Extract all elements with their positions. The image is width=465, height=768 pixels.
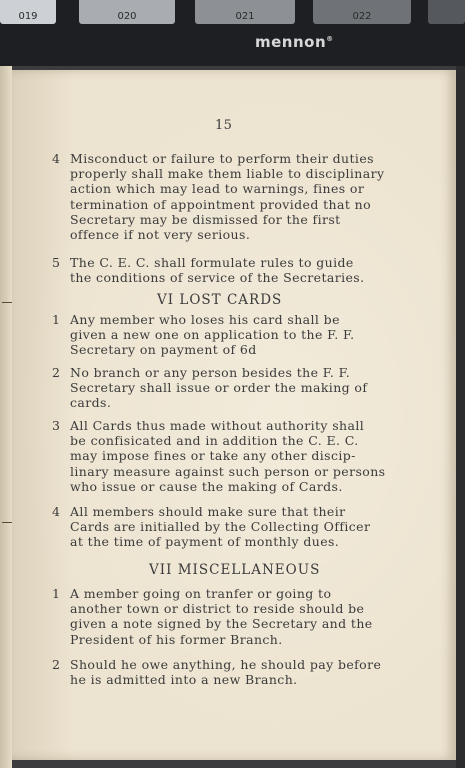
text-line: Secretary shall issue or order the making of xyxy=(70,380,368,396)
clause-number: 1 xyxy=(52,312,61,327)
text-line: Secretary may be dismissed for the first xyxy=(70,211,341,227)
text-line: No branch or any person besides the F. F. xyxy=(70,365,351,380)
text-line: be confisicated and in addition the C. E. C. xyxy=(70,433,359,449)
text-line: All Cards thus made without authority shall xyxy=(70,418,365,433)
clause-text xyxy=(70,504,400,550)
swatch-strip xyxy=(0,0,465,30)
clause-text xyxy=(70,418,400,494)
clause-number: 4 xyxy=(52,504,61,519)
brand-name: mennon xyxy=(255,33,327,51)
clause-text xyxy=(70,312,400,358)
text-line: Secretary on payment of 6d xyxy=(70,342,257,358)
text-line: Cards are initialled by the Collecting Officer xyxy=(70,519,371,535)
clause-text xyxy=(70,365,400,411)
text-line: termination of appointment provided that no xyxy=(70,196,372,212)
clause-text xyxy=(70,255,400,285)
text-line: another town or district to reside should be xyxy=(70,601,365,617)
clause-number: 2 xyxy=(52,365,61,380)
text-line: action which may lead to warnings, fines or xyxy=(70,181,365,197)
text-line: A member going on tranfer or going to xyxy=(70,586,332,601)
text-line: at the time of payment of monthly dues. xyxy=(70,534,340,550)
clause-number: 4 xyxy=(52,151,61,166)
stitch-mark xyxy=(2,522,12,523)
text-line: linary measure against such person or persons xyxy=(70,463,386,479)
background-edge xyxy=(456,66,465,768)
text-line: Should he owe anything, he should pay before xyxy=(70,657,382,672)
gray-swatch-019 xyxy=(0,0,56,24)
clause-number: 5 xyxy=(52,255,61,270)
section-heading-lost-cards: VI LOST CARDS xyxy=(157,292,283,308)
registered-mark: ® xyxy=(326,35,334,43)
stitch-mark xyxy=(2,302,12,303)
text-line: The C. E. C. shall formulate rules to guide xyxy=(70,255,354,270)
text-line: properly shall make them liable to disciplinary xyxy=(70,166,385,182)
clause-text xyxy=(70,586,400,647)
brand-logo xyxy=(255,33,334,51)
gray-swatch-partial xyxy=(428,0,465,24)
swatch-label: 022 xyxy=(352,11,372,22)
text-line: cards. xyxy=(70,395,112,411)
clause-number: 2 xyxy=(52,657,61,672)
text-line: given a new one on application to the F. F. xyxy=(70,327,355,343)
clause-number: 3 xyxy=(52,418,61,433)
gray-swatch-020 xyxy=(79,0,175,24)
color-reference-bar xyxy=(0,0,465,66)
text-line: President of his former Branch. xyxy=(70,631,283,647)
text-line: All members should make sure that their xyxy=(70,504,346,519)
clause-text xyxy=(70,151,400,242)
swatch-label: 020 xyxy=(117,11,137,22)
text-line: who issue or cause the making of Cards. xyxy=(70,478,343,494)
text-line: Misconduct or failure to perform their duties xyxy=(70,151,374,166)
clause-text xyxy=(70,657,400,687)
text-line: he is admitted into a new Branch. xyxy=(70,672,298,688)
swatch-label: 019 xyxy=(18,11,38,22)
swatch-label: 021 xyxy=(235,11,255,22)
left-page-edge xyxy=(0,66,12,768)
text-line: given a note signed by the Secretary and the xyxy=(70,616,373,632)
text-line: Any member who loses his card shall be xyxy=(70,312,340,327)
text-line: offence if not very serious. xyxy=(70,227,251,243)
gray-swatch-021 xyxy=(195,0,295,24)
text-line: may impose fines or take any other discip- xyxy=(70,448,356,464)
gray-swatch-022 xyxy=(313,0,411,24)
clause-number: 1 xyxy=(52,586,61,601)
page-number: 15 xyxy=(215,118,233,133)
text-line: the conditions of service of the Secretaries. xyxy=(70,270,365,286)
section-heading-miscellaneous: VII MISCELLANEOUS xyxy=(149,562,321,578)
